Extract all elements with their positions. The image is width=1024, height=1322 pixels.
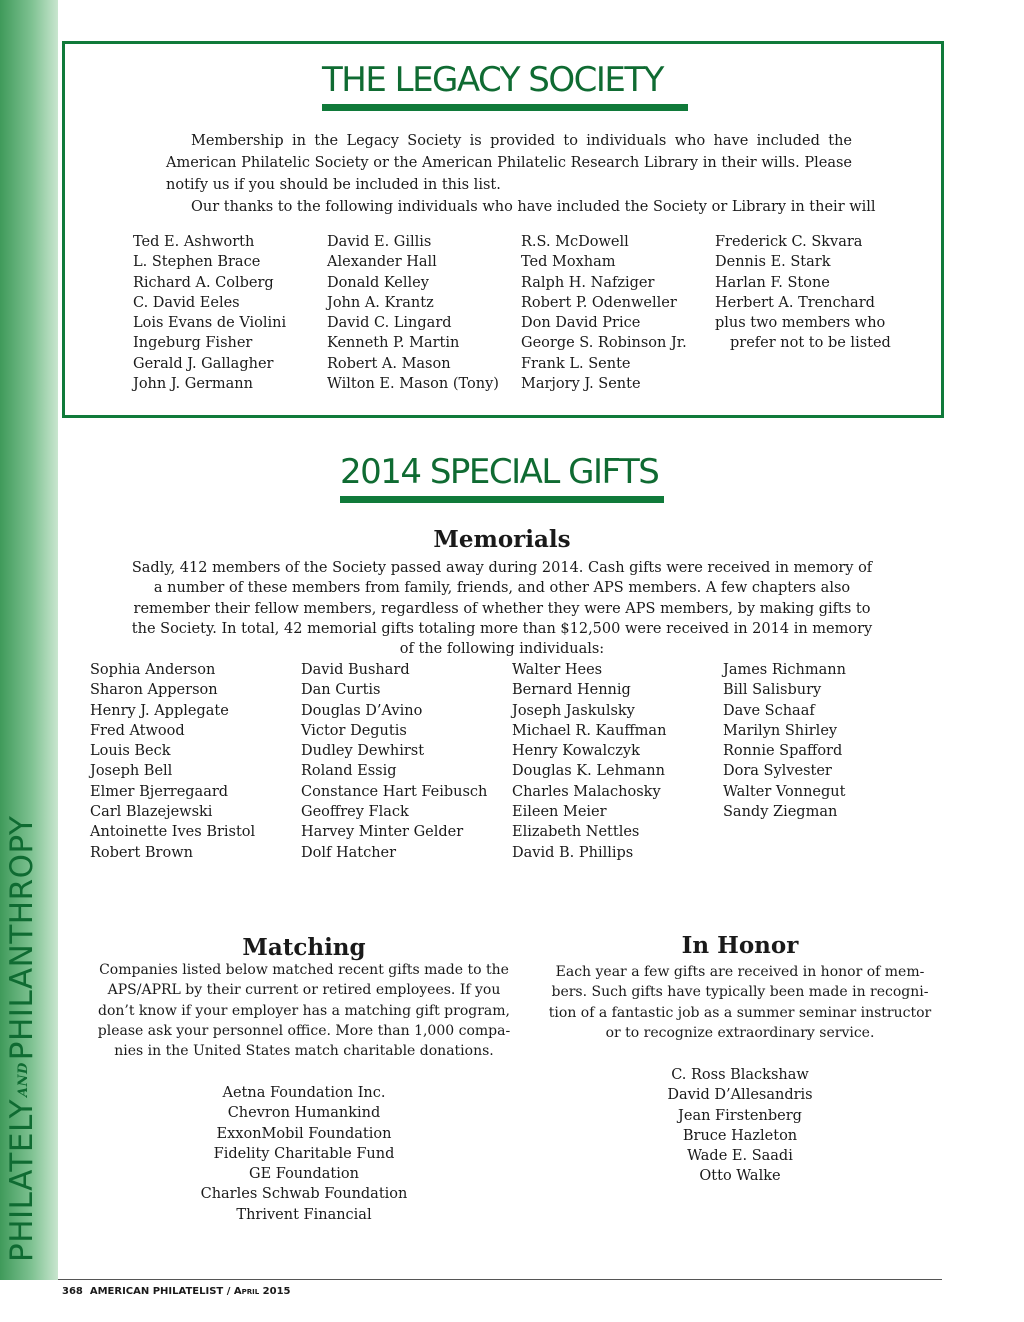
legacy-column-4 xyxy=(715,232,891,354)
matching-companies xyxy=(124,1083,484,1225)
list-item: Sandy Ziegman xyxy=(723,804,838,821)
page-footer xyxy=(62,1286,291,1297)
list-item: Dora Sylvester xyxy=(723,763,832,780)
list-item: Bernard Hennig xyxy=(512,682,631,699)
sidebar-section-label: PHILATELYANDPHILANTHROPY xyxy=(4,815,40,1262)
list-item: prefer not to be listed xyxy=(730,335,891,352)
paragraph-line: nies in the United States match charitable donations. xyxy=(114,1043,494,1060)
list-item: Ingeburg Fisher xyxy=(133,335,253,352)
list-item: Ted Moxham xyxy=(521,254,616,271)
list-item: Wade E. Saadi xyxy=(687,1148,793,1165)
paragraph-line: tion of a fantastic job as a summer seminar instructor xyxy=(548,1004,932,1021)
list-item: Dudley Dewhirst xyxy=(301,743,425,760)
list-item: Chevron Humankind xyxy=(227,1105,381,1122)
list-item: Dan Curtis xyxy=(301,682,381,699)
list-item: Roland Essig xyxy=(301,763,397,780)
in-honor-names xyxy=(590,1065,890,1187)
list-item: Walter Vonnegut xyxy=(723,783,846,800)
list-item: R.S. McDowell xyxy=(521,234,629,250)
memorials-column-1 xyxy=(90,660,255,863)
list-item: Walter Hees xyxy=(512,662,603,678)
list-item: Frank L. Sente xyxy=(521,355,631,372)
footer-separator: / xyxy=(226,1286,231,1297)
list-item: Charles Schwab Foundation xyxy=(200,1186,408,1203)
matching-heading: Matching xyxy=(242,934,366,961)
list-item: David B. Phillips xyxy=(512,844,634,861)
paragraph-line: don’t know if your employer has a matching gift program, xyxy=(98,1002,510,1019)
list-item: David Bushard xyxy=(301,662,410,678)
paragraph-line: or to recognize extraordinary service. xyxy=(605,1024,875,1041)
list-item: Marjory J. Sente xyxy=(521,376,641,393)
list-item: Robert A. Mason xyxy=(327,355,451,372)
list-item: Joseph Bell xyxy=(90,763,173,780)
list-item: John J. Germann xyxy=(133,376,253,393)
list-item: Michael R. Kauffman xyxy=(512,722,667,739)
publication-name: AMERICAN PHILATELIST xyxy=(89,1286,224,1297)
special-gifts-title-rule xyxy=(340,496,664,503)
list-item: Elizabeth Nettles xyxy=(512,824,640,841)
issue-date: April 2015 xyxy=(233,1286,291,1297)
list-item: C. Ross Blackshaw xyxy=(671,1067,809,1083)
list-item: Louis Beck xyxy=(90,743,171,760)
list-item: Harlan F. Stone xyxy=(715,274,830,291)
list-item: Bill Salisbury xyxy=(723,682,822,699)
legacy-title-rule xyxy=(322,104,688,111)
memorials-column-4 xyxy=(723,660,846,822)
list-item: Harvey Minter Gelder xyxy=(301,824,464,841)
footer-rule xyxy=(58,1279,942,1280)
memorials-column-2 xyxy=(301,660,487,863)
list-item: Marilyn Shirley xyxy=(723,722,838,739)
paragraph-line: please ask your personnel office. More than 1,000 compa- xyxy=(97,1022,511,1039)
list-item: Victor Degutis xyxy=(301,722,407,739)
list-item: David D’Allesandris xyxy=(667,1087,813,1104)
list-item: Ted E. Ashworth xyxy=(133,234,255,250)
paragraph-line: Each year a few gifts are received in honor of mem- xyxy=(555,964,925,980)
list-item: Douglas D’Avino xyxy=(301,702,423,719)
legacy-column-1 xyxy=(133,232,286,394)
list-item: John A. Krantz xyxy=(327,294,434,311)
list-item: L. Stephen Brace xyxy=(133,254,261,271)
matching-paragraph xyxy=(84,960,524,1061)
list-item: Otto Walke xyxy=(699,1168,781,1185)
list-item: Jean Firstenberg xyxy=(678,1107,802,1124)
list-item: George S. Robinson Jr. xyxy=(521,335,687,352)
list-item: Elmer Bjerregaard xyxy=(90,783,229,800)
list-item: Henry Kowalczyk xyxy=(512,743,640,760)
page-number: 368 xyxy=(62,1286,83,1297)
list-item: Gerald J. Gallagher xyxy=(133,355,274,372)
list-item: Ronnie Spafford xyxy=(723,743,843,760)
list-item: David E. Gillis xyxy=(327,234,432,250)
paragraph-line: bers. Such gifts have typically been made in recogni- xyxy=(551,984,929,1001)
list-item: GE Foundation xyxy=(249,1166,359,1183)
list-item: Dave Schaaf xyxy=(723,702,815,719)
list-item: plus two members who xyxy=(715,315,886,332)
paragraph-line: Companies listed below matched recent gifts made to the xyxy=(99,962,509,978)
list-item: Bruce Hazleton xyxy=(682,1127,798,1144)
list-item: Richard A. Colberg xyxy=(133,274,274,291)
list-item: Antoinette Ives Bristol xyxy=(90,824,256,841)
legacy-intro xyxy=(166,130,876,218)
list-item: Aetna Foundation Inc. xyxy=(222,1085,386,1101)
list-item: James Richmann xyxy=(723,662,846,678)
legacy-column-2 xyxy=(327,232,499,394)
list-item: Eileen Meier xyxy=(512,804,607,821)
legacy-paragraph-2: Our thanks to the following individuals who have included the Society or Library in their will xyxy=(191,199,876,215)
list-item: Ralph H. Nafziger xyxy=(521,274,655,291)
list-item: Constance Hart Feibusch xyxy=(301,783,488,800)
list-item: ExxonMobil Foundation xyxy=(216,1125,392,1142)
legacy-paragraph-1: Membership in the Legacy Society is provided to individuals who have included the American Philatelic Society or the American Philatelic Research Library in their wills. Please notify us if you should be included in this list. xyxy=(166,133,852,193)
list-item: Thrivent Financial xyxy=(236,1206,372,1223)
in-honor-heading: In Honor xyxy=(681,932,799,959)
list-item: Sharon Apperson xyxy=(90,682,218,699)
list-item: Wilton E. Mason (Tony) xyxy=(327,376,499,393)
list-item: Carl Blazejewski xyxy=(90,804,213,821)
special-gifts-title: 2014 SPECIAL GIFTS xyxy=(340,452,659,492)
list-item: Kenneth P. Martin xyxy=(327,335,460,352)
list-item: Charles Malachosky xyxy=(512,783,661,800)
list-item: David C. Lingard xyxy=(327,315,452,332)
list-item: Robert Brown xyxy=(90,844,193,861)
list-item: Don David Price xyxy=(521,315,641,332)
memorials-paragraph: Sadly, 412 members of the Society passed away during 2014. Cash gifts were received in memory of a number of these members from family, friends, and other APS members. A few chapters also remember their fellow members, regardless of whether they were APS members, by making gifts to the Society. In total, 42 memorial gifts totaling more than $12,500 were received in 2014 in memory of the following individuals: xyxy=(131,560,873,658)
list-item: Fred Atwood xyxy=(90,722,185,739)
list-item: Robert P. Odenweller xyxy=(521,294,677,311)
list-item: C. David Eeles xyxy=(133,294,240,311)
memorials-column-3 xyxy=(512,660,666,863)
list-item: Dolf Hatcher xyxy=(301,844,397,861)
list-item: Frederick C. Skvara xyxy=(715,234,863,250)
and-ornament: AND xyxy=(16,1062,31,1097)
list-item: Sophia Anderson xyxy=(90,662,216,678)
in-honor-paragraph xyxy=(530,962,950,1043)
list-item: Dennis E. Stark xyxy=(715,254,831,271)
list-item: Herbert A. Trenchard xyxy=(715,294,875,311)
memorials-heading: Memorials xyxy=(433,526,571,553)
legacy-society-title: THE LEGACY SOCIETY xyxy=(322,60,663,100)
list-item: Geoffrey Flack xyxy=(301,804,409,821)
list-item: Fidelity Charitable Fund xyxy=(213,1145,395,1162)
legacy-column-3 xyxy=(521,232,687,394)
list-item: Donald Kelley xyxy=(327,274,429,291)
list-item: Alexander Hall xyxy=(327,254,437,271)
list-item: Douglas K. Lehmann xyxy=(512,763,665,780)
list-item: Joseph Jaskulsky xyxy=(512,702,635,719)
paragraph-line: APS/APRL by their current or retired employees. If you xyxy=(107,982,501,999)
list-item: Lois Evans de Violini xyxy=(133,315,287,332)
list-item: Henry J. Applegate xyxy=(90,702,229,719)
